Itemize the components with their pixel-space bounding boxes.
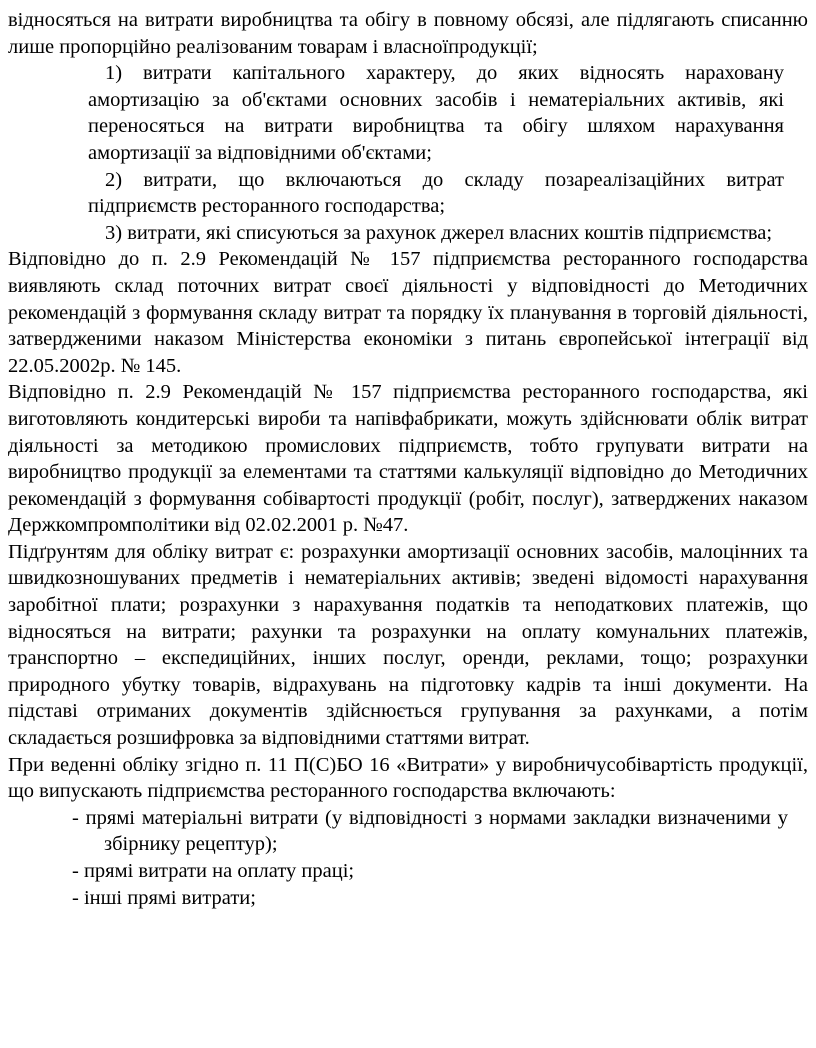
paragraph-confectionery-accounting: Відповідно п. 2.9 Рекомендацій № 157 підприємства ресторанного господарства, які виготовляють кондитерські вироби та напівфабрикати, можуть здійснювати облік витрат діяльності за методикою промислових підприємств, тобто групувати витрати на виробництво продукції за елементами та статтями калькуляції відповідно до Методичних рекомендацій з формування собівартості продукції (робіт, послуг), затверджених наказом Держкомпромполітики від 02.02.2001 р. №47.: [8, 381, 808, 537]
paragraph-intro: відносяться на витрати виробництва та обігу в повному обсязі, але підлягають списанню лише пропорційно реалізованим товарам і власноїпродукції;: [8, 9, 808, 58]
paragraph-psbo-16: При веденні обліку згідно п. 11 П(С)БО 16 «Витрати» у виробничусобівартість продукції, що випускають підприємства ресторанного господарства включають:: [8, 753, 808, 803]
paragraph-recommendations-157-p29: Відповідно до п. 2.9 Рекомендацій № 157 підприємства ресторанного господарства виявляють склад поточних витрат своєї діяльності у відповідності до Методичних рекомендацій з формування складу витрат та порядку їх планування в торговій діяльності, затвердженими наказом Міністерства економіки з питань європейської інтеграції від 22.05.2002р. № 145.: [8, 248, 808, 377]
dash-list-item-1: - прямі матеріальні витрати (у відповідності з нормами закладки визначеними у збірнику рецептур);: [72, 806, 788, 856]
dash-list-item-2: - прямі витрати на оплату праці;: [72, 860, 355, 882]
numbered-list-item-2: 2) витрати, що включаються до складу позареалізаційних витрат підприємств ресторанного господарства;: [88, 168, 784, 218]
dash-list-item-3: - інші прямі витрати;: [72, 886, 256, 909]
paragraph-cost-accounting-basis: Підґрунтям для обліку витрат є: розрахунки амортизації основних засобів, малоцінних та швидкозношуваних предметів і нематеріальних активів; зведені відомості нарахування заробітної плати; розрахунки з нарахування податків та неподаткових платежів, що відносяться на витрати; рахунки та розрахунки на оплату комунальних платежів, транспортно – експедиційних, інших послуг, оренди, реклами, тощо; розрахунки природного убутку товарів, відрахувань на підготовку кадрів та інші документи. На підставі отриманих документів здійснюється групування за рахунками, а потім складається розшифровка за відповідними статтями витрат.: [8, 540, 808, 750]
numbered-list-item-1: 1) витрати капітального характеру, до яких відносять нараховану амортизацію за об'єктами основних засобів і нематеріальних активів, які переносяться на витрати виробництва та обігу шляхом нарахування амортизації за відповідними об'єктами;: [88, 62, 784, 164]
numbered-list-item-3: 3) витрати, які списуються за рахунок джерел власних коштів підприємства;: [105, 221, 773, 244]
